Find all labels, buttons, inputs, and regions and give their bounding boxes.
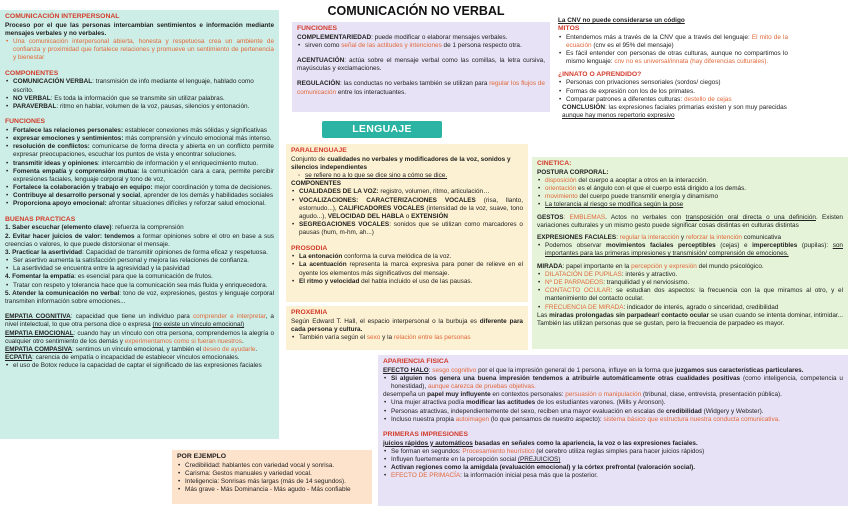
list-item: • resolución de conflictos: comunicarse de forma directa y abierta en un conflicto permite expresar preocupaciones, escuchar los puntos de vista y encontrar soluciones. [5,143,274,159]
regulation: REGULACIÓN: las conductas no verbales también se utilizan para regular los flujos de comunicación entre los interactuantes. [297,80,545,96]
kinesics-heading: CINETICA: [537,160,572,167]
list-item: • Tratar con respeto y tolerancia hace que la comunicación sea más fluida y enriquecedora. [5,282,274,290]
list-item: • La tolerancia al riesgo se modifica según la pose [537,201,843,209]
good-practices-heading: BUENAS PRACTICAS [5,215,76,223]
list-item: • movimiento del cuerpo puede transmitir energía y dinamismo [537,193,843,201]
functions-panel [292,22,550,112]
list-item: • El ritmo y velocidad del habla incluido el uso de las pausas. [291,278,523,286]
cnv-heading: La CNV no puede considerarse un código [558,17,685,24]
interpersonal-panel [0,10,279,439]
list-item: • EFECTO DE PRIMACÍA: la información inicial pesa más que la posterior. [383,472,843,480]
first-impressions-intro: juicios rápidos y automáticos basadas en señales como la apariencia, la voz o las expresiones faciales. [383,439,698,447]
paralanguage-components-heading: COMPONENTES [291,180,342,188]
list-item: • Proporciona apoyo emocional: afrontar situaciones difíciles y reforzar salud emocional. [5,200,274,208]
functions-list [5,127,274,209]
list-item: • el uso de Botox reduce la capacidad de captar el significado de las expresiones faciales [5,362,274,370]
list-item: • Formas de expresión con los de los primates. [558,88,788,96]
myths-heading: MITOS [558,25,580,33]
list-item: • Fortalece las relaciones personales: establecer conexiones más sólidas y significativas [5,127,274,135]
innate-list [558,79,788,104]
paralanguage-components [291,188,523,237]
interpersonal-heading: COMUNICACIÓN INTERPERSONAL [5,13,120,20]
list-item: • Fomenta empatía y comprensión mutua: la comunicación cara a cara, permite percibir expresiones faciales, lenguaje corporal y tono de voz, [5,168,274,184]
proxemics-text: Según Edward T. Hall, el espacio interpersonal o la burbuja es diferente para cada persona y cultura. [291,317,523,333]
posture-list [537,177,843,210]
list-item: • Ser asertivo aumenta la satisfacción personal y mejora las relaciones de confianza. [5,257,274,265]
example-panel [172,450,372,504]
list-item: • Incluso nuestra propia autoimagen (lo que pensamos de nuestro aspecto): sistema básico que estructura nuestra conducta comunicativa. [383,416,843,424]
myths-list [558,34,788,67]
conclusion: CONCLUSIÓN: las expresiones faciales primarias existen y son muy parecidas aunque hay menos repertorio expresivo [562,103,787,120]
gaze-list [537,271,843,312]
interpersonal-bullet: • Una comunicación interpersonal abierta, honesta y respetuosa crea un ambiente de confianza y proximidad que fortalece relaciones y promueve un sentimiento de pertenencia y bienestar [5,38,274,63]
list-item: • La asertividad se encuentra entre la agresividad y la pasividad [5,265,274,273]
posture-heading: POSTURA CORPORAL: [537,168,609,176]
list-item: • Más grave - Más Dominancia - Más agudo - Más confiable [177,486,367,494]
list-item: • Podemos observar movimientos faciales perceptibles (cejas) e imperceptibles (pupilas): son importantes para las primeras impresiones y transmisión/ comprensión de emociones. [537,242,843,258]
example-heading: POR EJEMPLO [177,453,227,460]
components-heading: COMPONENTES [5,69,59,77]
list-item: • Carisma: Gestos manuales y variedad vocal. [177,470,367,478]
proxemics-panel [286,306,528,350]
list-item: • orientación es el ángulo con el que el cuerpo está dirigido a los demás. [537,185,843,193]
complementarity: COMPLEMENTARIEDAD: puede modificar o elaborar mensajes verbales. [297,33,508,41]
list-item: • disposición del cuerpo a aceptar a otros en la interacción. [537,177,843,185]
example-list [177,462,367,495]
practice-4: 4. Fomentar la empatía: es esencial para que la comunicación de frutos. [5,273,213,281]
cnv-panel [553,14,793,144]
list-item: • SEGREGACIONES VOCALES: sonidos que se utilizan como marcadores o pausas (hum, m-hm, ah...) [291,221,523,237]
innate-heading: ¿INNATO O APRENDIDO? [558,70,642,78]
list-item: • Influyen fuertemente en la percepción social (PREJUICIOS) [383,456,843,464]
list-item: • Es fácil entender con personas de otras culturas, aunque no compartimos lo mismo lenguaje: cnv no es universal/innata (hay diferencias culturales). [558,50,788,66]
list-item: • Contribuye al desarrollo personal y social, aprender de los demás y habilidades sociales [5,192,274,200]
list-item: • Comparar patrones a diferentes culturas: destello de cejas [558,96,788,104]
interpersonal-definition: Proceso por el que las personas intercambian sentimientos e información mediante mensajes verbales y no verbales. [5,21,274,37]
functions-heading: FUNCIONES [5,118,46,126]
gaze: MIRADA: papel importante en la percepción y expresión del mundo psicológico. [537,262,764,270]
paralanguage-panel [286,144,528,302]
list-item: • Entendemos más a través de la CNV que a través del lenguaje: El mito de la ecuación (cnv es el 95% del mensaje) [558,34,788,50]
list-item: • FRECUENCIA DE MIRADA: indicador de interés, agrado o sinceridad, credibilidad [537,304,843,312]
list-item: • Nº DE PARPADEOS: tranquilidad y el nerviosismo. [537,279,843,287]
list-item: • Inteligencia: Sonrisas más largas (más de 14 segundos). [177,478,367,486]
list-item: • CUALIDADES DE LA VOZ: registro, volumen, ritmo, articulación… [291,188,523,196]
first-impressions-heading: PRIMERAS IMPRESIONES [383,431,468,438]
prosody-list [291,253,523,286]
accentuation: ACENTUACIÓN: actúa sobre el mensaje verbal como las comillas, la letra cursiva, mayúsculas y exclamaciones. [297,57,545,73]
list-item: • También varía según el sexo y la relación entre las personas [291,334,523,342]
practice-1: 1. Saber escuchar (elemento clave): refuerza la comprensión [5,224,184,232]
first-impressions-list [383,448,843,481]
empathy-cognitive: EMPATIA COGNITIVA: capacidad que tiene un individuo para comprender e interpretar, a nivel intelectual, lo que otra persona dice o expresa (no existe un vínculo emocional) [5,313,274,329]
list-item: ◦ se refiere no a lo que se dice sino a cómo se dice. [291,172,523,180]
list-item: • Personas con privaciones sensoriales (sordos/ ciegos) [558,79,788,87]
prolonged-gaze: Las miradas prolongadas sin parpadear/ contacto ocular se usan cuando se intenta dominar, intimidar... También las utilizan personas que se gustan, pero la frecuencia de parpadeo es mayor. [537,311,843,327]
list-item: • Credibilidad: hablantes con variedad vocal y sonrisa. [177,462,367,470]
list-item: • sirven como señal de las actitudes y intenciones de 1 persona respecto otra. [297,42,545,50]
list-item: • Fortalece la colaboración y trabajo en equipo: mejor coordinación y toma de decisiones. [5,184,274,192]
body-language-banner: LENGUAJE [322,121,442,138]
list-item: • COMUNICACIÓN VERBAL: transmisión de info mediante el lenguaje, hablado como escrito. [5,78,274,94]
list-item: • VOCALIZACIONES: CARACTERIZACIONES VOCALES (risa, llanto, estornudo...), CALIFICADORES VOCALES (intensidad de la voz, suave, tono agudo...), VELOCIDAD DEL HABLA o EXTENSIÓN [291,197,523,222]
page-title: COMUNICACIÓN NO VERBAL [327,4,505,18]
list-item: • Se forman en segundos: Procesamiento heurístico (el cerebro utiliza reglas simples para hacer juicios rápidos) [383,448,843,456]
paralanguage-intro: Conjunto de cualidades no verbales y modificadores de la voz, sonidos y silencios independientes [291,155,511,171]
list-item: • expresar emociones y sentimientos: más comprensión y vínculo emocional más intenso. [5,135,274,143]
empathy-compassive: EMPATIA COMPASIVA: sentimos un vínculo emocional, y también el deseo de ayudarle. [5,345,258,353]
appearance-panel [378,355,848,506]
list-item: • Activan regiones como la amígdala (evaluación emocional) y la córtex prefrontal (valoración social). [383,464,843,472]
list-item: • PARAVERBAL: ritmo en hablar, volumen de la voz, pausas, silencios y entonación. [5,103,274,111]
list-item: • Personas atractivas, independientemente del sexo, reciben una mayor evaluación en escalas de credibilidad (Widgery y Webster). [383,408,843,416]
functions-box-heading: FUNCIONES [297,25,338,32]
appearance-heading: APARIENCIA FISICA [383,358,449,365]
halo-effect: EFECTO HALO: sesgo cognitivo por el que la impresión general de 1 persona, influye en la forma que juzgamos sus características particulares. [383,366,804,374]
ecpathy: ECPATIA: carencia de empatía o incapacidad de establecer vínculos emocionales. [5,354,240,362]
kinesics-panel [532,157,848,349]
empathy-emotional: EMPATIA EMOCIONAL: cuando hay un vínculo con otra persona, comprendemos la alegría o cualquier otro sentimiento de los demás y experimentamos como si fueran nuestros. [5,329,275,345]
list-item: • Si alguien nos genera una buena impresión tendemos a atribuirle automáticamente otras cualidades positivas (como inteligencia, competencia u honestidad), aunque carezca de pruebas objetivas. [383,375,843,391]
list-item: • transmitir ideas y opiniones: intercambio de información y el enriquecimiento mutuo. [5,160,274,168]
facial-expressions: EXPRESIONES FACIALES: regular la interacción y reforzar la intención comunicativa [537,234,782,241]
list-item: • DILATACIÓN DE PUPILAS: interés y atractivo. [537,271,843,279]
list-item: • CONTACTO OCULAR: se estudian dos aspectos: la frecuencia con la que miramos al otro, y el mantenimiento del contacto ocular. [537,287,843,303]
proxemics-heading: PROXEMIA [291,309,328,316]
gestures: GESTOS: EMBLEMAS. Actos no verbales con transposición oral directa o una definición. Existen variaciones culturales y un mismo gesto puede significar cosas distintas en culturas distintas [537,213,843,229]
list-item: • La entonación conforma la curva melódica de la voz. [291,253,523,261]
prosody-heading: PROSODIA [291,244,328,252]
list-item: • La acentuación representa la marca expresiva para poner de relieve en el oyente los elementos más significativos del mensaje. [291,261,523,277]
appearance-list [383,399,843,424]
practice-5: 5. Atender la comunicación no verbal: tono de voz, expresiones, gestos y lenguaje corporal transmiten información sobre emociones... [5,289,274,305]
practice-2: 2. Evitar hacer juicios de valor: tendemos a formar opiniones sobre el otro en base a sus creencias o valores, lo que puede distorsionar el mensaje. [5,232,274,248]
list-item: • Una mujer atractiva podía modificar las actitudes de los estudiantes varones. (Mills y Aronson). [383,399,843,407]
components-list [5,78,274,111]
paralanguage-heading: PARALENGUAJE [291,147,347,154]
practice-3: 3. Practicar la asertividad: Capacidad de transmitir opiniones de forma eficaz y respetuosa. [5,248,268,256]
list-item: • NO VERBAL: Es toda la información que se transmite sin utilizar palabras. [5,95,274,103]
influential-role: desempeña un papel muy influyente en contextos personales: persuasión o manipulación (tribunal, clase, entrevista, presentación pública). [383,391,782,399]
